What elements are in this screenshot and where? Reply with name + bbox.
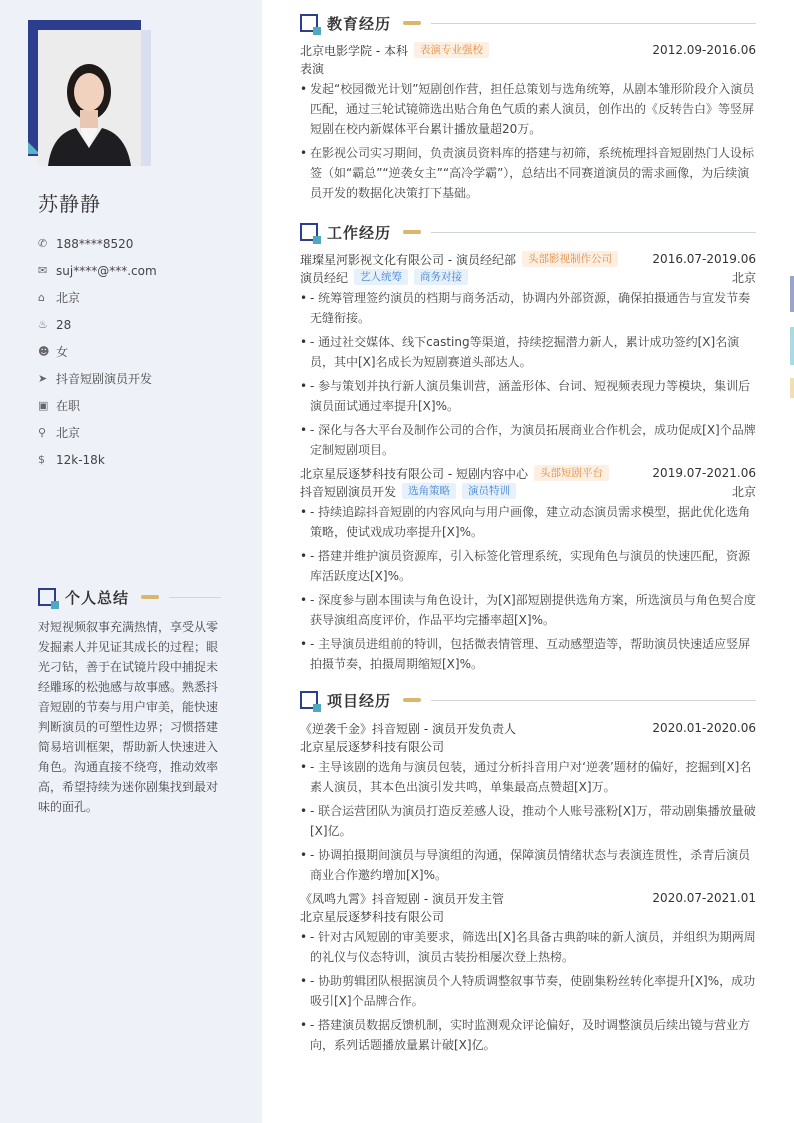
education-bullets [300, 79, 756, 203]
work-block [300, 250, 756, 678]
info-text: 在职 [56, 399, 81, 413]
salary-icon: $ [38, 453, 45, 466]
education-date: 2012.09-2016.06 [652, 43, 756, 57]
education-block [300, 41, 756, 207]
phone-icon: ✆ [38, 237, 48, 250]
person-icon: ☻ [38, 345, 50, 358]
summary-text: 对短视频叙事充满热情，享受从零发掘素人并见证其成长的过程；眼光刁钻，善于在试镜片段中捕捉未经雕琢的松弛感与故事感。熟悉抖音短剧的节奏与用户审美，能快速判断演员的可塑性边界；习惯搭建简易培训框架，帮助新人快速进入角色。沟通直接不绕弯，推动效率高，希望持续为迷你剧集找到最对味的面孔。 [38, 620, 219, 814]
bullet-item: • 发起“校园微光计划”短剧创作营，担任总策划与选角统筹，从剧本雏形阶段介入演员匹配，通过三轮试镜筛选出贴合角色气质的素人演员，创作出的《反转告白》等竖屏短剧在校内新媒体平台累计播放量超20万。 [300, 79, 756, 139]
major: 表演 [300, 61, 325, 76]
bullet-item: • - 主导演员进组前的特训，包括微表情管理、互动感塑造等，帮助演员快速适应竖屏拍摄节奏，拍摄周期缩短[X]%。 [300, 634, 756, 674]
bullet-item: • - 搭建演员数据反馈机制，实时监测观众评论偏好，及时调整演员后续出镜与营业方向，系列话题播放量累计破[X]亿。 [300, 1015, 756, 1055]
school-tag: 表演专业强校 [414, 42, 489, 58]
company-name: 璀璨星河影视文化有限公司 - 演员经纪部 [300, 252, 516, 267]
bullet-item: • - 协助剪辑团队根据演员个人特质调整叙事节奏，使剧集粉丝转化率提升[X]%，成功吸引[X]个品牌合作。 [300, 971, 756, 1011]
job-role: 演员经纪 [300, 270, 349, 285]
job-bullets [300, 288, 756, 460]
location-icon: ⚲ [38, 426, 47, 439]
school-name: 北京电影学院 - 本科 [300, 43, 408, 58]
job-city: 北京 [731, 270, 756, 285]
job-bullets [300, 502, 756, 674]
project-bullets [300, 927, 756, 1055]
profile-photo [38, 30, 141, 166]
info-item [38, 230, 248, 257]
projects-block [300, 719, 756, 1059]
summary-section-title: 个人总结 [38, 586, 222, 608]
project-name: 《凤鸣九霄》抖音短剧 - 演员开发主管 [300, 891, 504, 906]
bullet-item: • - 联合运营团队为演员打造反差感人设，推动个人账号涨粉[X]万，带动剧集播放量破[X]亿。 [300, 801, 756, 841]
bullet-item: • 在影视公司实习期间，负责演员资料库的搭建与初筛，系统梳理抖音短剧热门人设标签（如“霸总”“逆袭女主”“高冷学霸”），总结出不同赛道演员的需求画像，为后续演员开发的数据化决策打下基础。 [300, 143, 756, 203]
job-entry [300, 250, 756, 460]
job-date: 2019.07-2021.06 [652, 466, 756, 480]
info-text: 北京 [56, 291, 81, 305]
project-date: 2020.07-2021.01 [652, 891, 756, 905]
info-item [38, 365, 248, 392]
section-square-icon [300, 14, 318, 32]
bullet-item: • - 持续追踪抖音短剧的内容风向与用户画像，建立动态演员需求模型，据此优化选角策略，使试戏成功率提升[X]%。 [300, 502, 756, 542]
projects-section-title: 项目经历 [300, 689, 756, 711]
contact-info-list [38, 230, 248, 473]
info-text: suj****@***.com [56, 263, 157, 278]
mail-icon: ✉ [38, 264, 48, 277]
info-item [38, 419, 248, 446]
bullet-item: • - 统筹管理签约演员的档期与商务活动，协调内外部资源，确保拍摄通告与宣发节奏无缝衔接。 [300, 288, 756, 328]
bullet-item: • - 参与策划并执行新人演员集训营，涵盖形体、台词、短视频表现力等模块，集训后演员面试通过率提升[X]%。 [300, 376, 756, 416]
info-item [38, 446, 248, 473]
company-tag: 头部影视制作公司 [522, 251, 618, 267]
section-square-icon [38, 588, 56, 606]
bullet-item: • - 主导该剧的选角与演员包装，通过分析抖音用户对‘逆袭’题材的偏好，挖掘到[X]名素人演员，其本色出演引发共鸣，单集最高点赞超[X]万。 [300, 757, 756, 797]
edge-decoration [790, 276, 794, 312]
job-entry [300, 464, 756, 674]
bullet-item: • - 深度参与剧本围读与角色设计，为[X]部短剧提供选角方案，所选演员与角色契合度获导演组高度评价，作品平均完播率超[X]%。 [300, 590, 756, 630]
edge-decoration [790, 327, 794, 365]
bullet-item: • - 通过社交媒体、线下casting等渠道，持续挖掘潜力新人，累计成功签约[X]名演员，其中[X]名成长为短剧赛道头部达人。 [300, 332, 756, 372]
project-entry [300, 889, 756, 1055]
info-item [38, 392, 248, 419]
skill-tag: 艺人统筹 [354, 269, 408, 285]
education-section-title: 教育经历 [300, 12, 756, 34]
work-section-title: 工作经历 [300, 221, 756, 243]
info-text: 女 [56, 345, 69, 359]
home-icon: ⌂ [38, 291, 45, 304]
bullet-item: • - 搭建并维护演员资源库，引入标签化管理系统，实现角色与演员的快速匹配，资源库活跃度达[X]%。 [300, 546, 756, 586]
project-date: 2020.01-2020.06 [652, 721, 756, 735]
person-name: 苏静静 [38, 192, 101, 216]
skill-tag: 商务对接 [414, 269, 468, 285]
edge-decoration [790, 378, 794, 398]
send-icon: ➤ [38, 372, 48, 385]
info-item [38, 257, 248, 284]
profile-photo-frame [28, 20, 152, 166]
info-item [38, 311, 248, 338]
skill-tag: 选角策略 [402, 483, 456, 499]
project-name: 《逆袭千金》抖音短剧 - 演员开发负责人 [300, 721, 516, 736]
sidebar [0, 0, 262, 1123]
info-text: 12k-18k [56, 452, 105, 467]
section-square-icon [300, 223, 318, 241]
project-company: 北京星辰逐梦科技有限公司 [300, 909, 445, 924]
skill-tag: 演员特训 [462, 483, 516, 499]
info-text: 28 [56, 317, 72, 332]
info-item [38, 284, 248, 311]
project-bullets [300, 757, 756, 885]
job-city: 北京 [731, 484, 756, 499]
project-company: 北京星辰逐梦科技有限公司 [300, 739, 445, 754]
bullet-item: • - 协调拍摄期间演员与导演组的沟通，保障演员情绪状态与表演连贯性，杀青后演员商业合作邀约增加[X]%。 [300, 845, 756, 885]
info-text: 188****8520 [56, 236, 134, 251]
info-text: 北京 [56, 426, 81, 440]
briefcase-icon: ▣ [38, 399, 49, 412]
project-entry [300, 719, 756, 885]
info-text: 抖音短剧演员开发 [56, 372, 153, 386]
bullet-item: • - 深化与各大平台及制作公司的合作，为演员拓展商业合作机会，成功促成[X]个品牌定制短剧项目。 [300, 420, 756, 460]
company-tag: 头部短剧平台 [534, 465, 609, 481]
cake-icon: ♨ [38, 318, 48, 331]
job-role: 抖音短剧演员开发 [300, 484, 397, 499]
info-item [38, 338, 248, 365]
job-date: 2016.07-2019.06 [652, 252, 756, 266]
company-name: 北京星辰逐梦科技有限公司 - 短剧内容中心 [300, 466, 528, 481]
bullet-item: • - 针对古风短剧的审美要求，筛选出[X]名具备古典韵味的新人演员，并组织为期两周的礼仪与仪态特训，演员古装扮相屡次登上热榜。 [300, 927, 756, 967]
section-square-icon [300, 691, 318, 709]
